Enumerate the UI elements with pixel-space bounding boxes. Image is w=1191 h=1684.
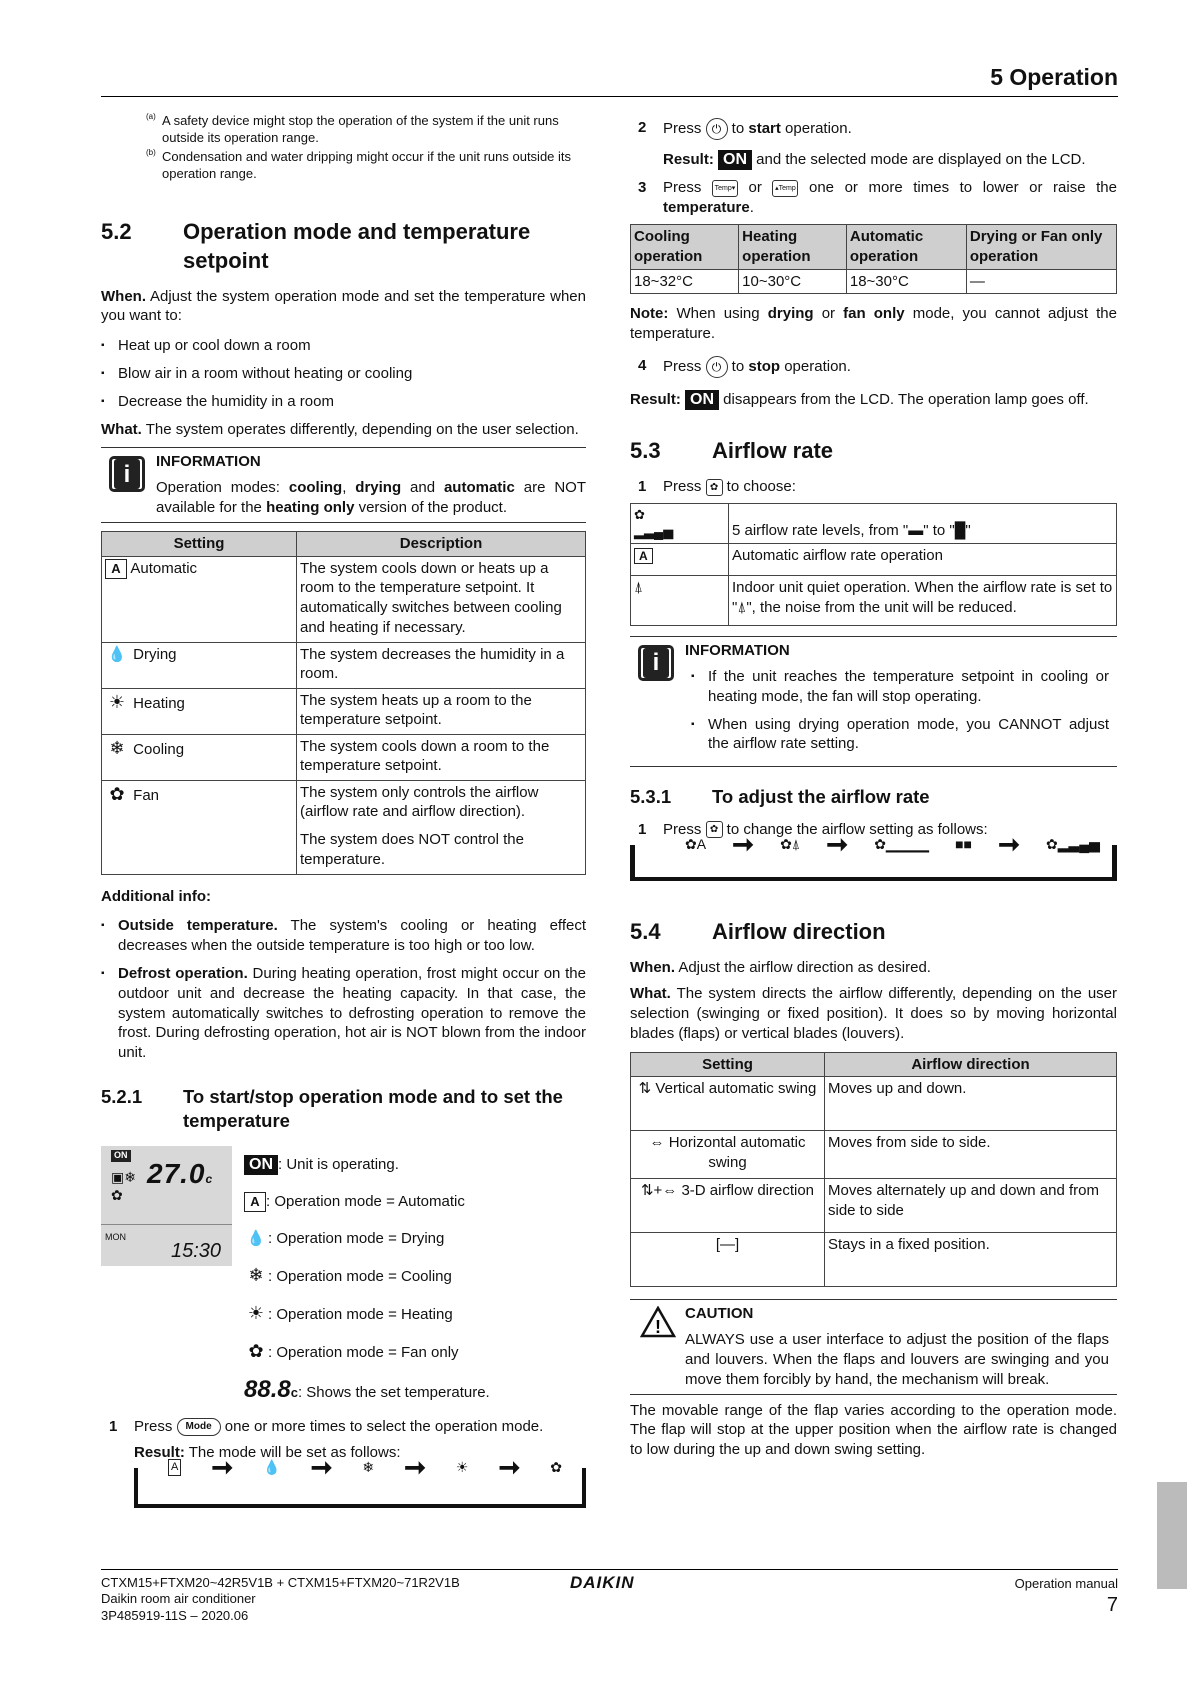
page-side-tab	[1157, 1482, 1187, 1589]
table-row: 18~32°C 10~30°C 18~30°C —	[631, 269, 1117, 294]
heating-icon: ☀	[455, 1459, 469, 1476]
table-row: ⇅+⇔ 3-D airflow direction Moves alternately up and down and from side to side	[631, 1179, 1117, 1233]
airflow-low-icon: ✿▁▁▁▁	[874, 836, 929, 853]
information-text: Operation modes: cooling, drying and automatic are NOT available for the heating only version of the product.	[156, 479, 586, 517]
when-list	[101, 336, 586, 411]
lcd-legend-block	[101, 1146, 586, 1411]
temperature-digits: 88.8	[244, 1375, 291, 1403]
page-number: 7	[1106, 1594, 1118, 1617]
column-header: Automatic operation	[846, 224, 966, 269]
section-5-3-1-heading: 5.3.1 To adjust the airflow rate	[630, 786, 930, 808]
operation-mode-table	[101, 531, 586, 875]
airflow-auto-icon: A	[631, 544, 729, 576]
result-mode: Result: The mode will be set as follows:	[134, 1443, 401, 1461]
quiet-icon: ⍋	[631, 576, 729, 626]
column-header: Drying or Fan only operation	[966, 224, 1116, 269]
table-row: ✿ ▂▃▄▅ 5 airflow rate levels, from "▬" to "█"	[631, 504, 1117, 544]
table-row: A Automatic The system cools down or heats up a room to the temperature setpoint. It automatically switches between cooling and heating if necessary.	[102, 556, 586, 642]
footnote-a: (a) A safety device might stop the operation of the system if the unit runs outside its operation range.	[146, 112, 559, 146]
temp-down-button-icon: Temp▾	[712, 180, 738, 197]
information-list	[691, 667, 1109, 754]
step-start: 2 Press ⏻ to start operation.	[630, 118, 1117, 140]
information-box	[630, 636, 1117, 767]
fan-button-icon: ✿	[706, 479, 723, 496]
right-column	[630, 118, 1117, 1466]
legend-item: ❄ : Operation mode = Cooling	[244, 1257, 490, 1295]
what-paragraph: What. The system operates differently, depending on the user selection.	[101, 420, 579, 438]
table-row: ❄ Cooling The system cools down a room to the temperature setpoint.	[102, 734, 586, 780]
caution-title: CAUTION	[685, 1305, 754, 1323]
column-header: Description	[297, 531, 586, 556]
column-header: Airflow direction	[825, 1052, 1117, 1077]
airflow-levels-icon: ✿ ▂▃▄▅	[631, 504, 729, 544]
on-badge: ON	[685, 390, 719, 410]
table-row: ⇅ Vertical automatic swing Moves up and down.	[631, 1077, 1117, 1131]
airflow-rate-table	[630, 503, 1117, 626]
caution-text: ALWAYS use a user interface to adjust the position of the flaps and louvers. When the flaps and louvers are swinging and you move them forcibly by hand, the mechanism will break.	[685, 1331, 1109, 1388]
step-select-mode: 1 Press Mode one or more times to select the operation mode.	[109, 1417, 544, 1435]
lcd-temperature: 27.0c	[147, 1157, 214, 1189]
3d-airflow-icon: ⇅+⇔	[640, 1182, 678, 1200]
airflow-dots: ■■	[955, 836, 972, 853]
list-item: ▪ If the unit reaches the temperature setpoint in cooling or heating mode, the fan will stop operating.	[691, 667, 1109, 707]
power-button-icon: ⏻	[706, 118, 728, 140]
section-5-3-heading: 5.3 Airflow rate	[630, 438, 834, 464]
automatic-icon: A	[105, 559, 127, 579]
section-header-title: 5 Operation	[990, 64, 1118, 90]
airflow-auto-icon: ✿A	[685, 836, 707, 853]
table-row: ☀ Heating The system heats up a room to the temperature setpoint.	[102, 688, 586, 734]
airflow-cycle-diagram: ✿A ➞ ✿⍋ ➞ ✿▁▁▁▁ ■■ ➞ ✿▂▃▄▅	[630, 845, 1117, 881]
header-rule	[101, 96, 1118, 97]
footer-doc-info: CTXM15+FTXM20~42R5V1B + CTXM15+FTXM20~71R2V1B Daikin room air conditioner 3P485919-11S – 2020.06	[101, 1575, 460, 1623]
information-box	[101, 447, 586, 522]
section-5-2-1-heading: 5.2.1 To start/stop operation mode and to set the temperature	[101, 1086, 563, 1132]
step-temperature: 3 Press Temp▾ or ▴Temp one or more times to lower or raise the temperature.	[638, 179, 1117, 217]
lcd-legend	[244, 1146, 490, 1411]
column-header: Cooling operation	[631, 224, 739, 269]
column-header: Setting	[102, 531, 297, 556]
caution-icon	[630, 1304, 685, 1389]
cooling-icon: ❄	[248, 1264, 264, 1285]
what-paragraph: What. The system directs the airflow differently, depending on the user selection (swinging or fixed position). It does so by moving horizontal blades (flaps) or vertical blades (louvers).	[630, 985, 1117, 1042]
heating-icon: ☀	[108, 691, 126, 712]
section-5-2-heading: 5.2 Operation mode and temperature setpoint	[101, 218, 531, 273]
legend-item: ON : Unit is operating.	[244, 1146, 490, 1183]
step-stop: 4 Press ⏻ to stop operation.	[630, 356, 1117, 378]
when-paragraph: When. Adjust the system operation mode and set the temperature when you want to:	[101, 287, 586, 325]
column-header: Heating operation	[739, 224, 847, 269]
additional-info-list	[101, 916, 586, 1063]
list-item: ▪ Decrease the humidity in a room	[101, 392, 586, 412]
drying-icon: 💧	[263, 1459, 281, 1476]
table-row: [—] Stays in a fixed position.	[631, 1233, 1117, 1287]
quiet-icon: ✿⍋	[780, 836, 801, 853]
airflow-high-icon: ✿▂▃▄▅	[1045, 836, 1100, 853]
legend-item: ✿ : Operation mode = Fan only	[244, 1333, 490, 1371]
fan-icon: ✿	[550, 1459, 562, 1476]
information-icon: i	[638, 645, 674, 681]
airflow-direction-table	[630, 1052, 1117, 1288]
legend-item: 88.8c: Shows the set temperature.	[244, 1375, 490, 1403]
automatic-icon: A	[168, 1459, 181, 1476]
closing-paragraph: The movable range of the flap varies according to the operation mode. The flap will stop at the upper position when the airflow rate is changed to low during the up and down swing setting.	[630, 1401, 1117, 1459]
table-row: ⍋ Indoor unit quiet operation. When the airflow rate is set to "⍋", the noise from the unit will be reduced.	[631, 576, 1117, 626]
fan-icon: ✿	[248, 1340, 264, 1361]
footnote-b: (b) Condensation and water dripping might occur if the unit runs outside its operation range.	[146, 148, 572, 182]
svg-text:!: !	[655, 1317, 661, 1338]
table-row: 💧 Drying The system decreases the humidity in a room.	[102, 642, 586, 688]
result-stop: Result: ON disappears from the LCD. The operation lamp goes off.	[630, 390, 1117, 410]
heating-icon: ☀	[247, 1302, 265, 1323]
vertical-swing-icon: ⇅	[638, 1080, 652, 1098]
table-row: ⇔ Horizontal automatic swing Moves from side to side.	[631, 1131, 1117, 1179]
caution-box	[630, 1299, 1117, 1394]
table-row: A Automatic airflow rate operation	[631, 544, 1117, 576]
daikin-logo: DAIKIN	[570, 1573, 635, 1592]
list-item: ▪ Heat up or cool down a room	[101, 336, 586, 356]
lcd-display-illustration: ON 27.0c ▣❄ ✿ MON 15:30	[101, 1146, 232, 1266]
information-title: INFORMATION	[685, 642, 790, 660]
information-icon: i	[109, 456, 145, 492]
mode-button-icon: Mode	[177, 1418, 221, 1436]
drying-icon: 💧	[246, 1229, 266, 1247]
additional-info-label: Additional info:	[101, 887, 211, 905]
list-item: ▪ Blow air in a room without heating or cooling	[101, 364, 586, 384]
footer-manual-info: Operation manual 7	[1015, 1575, 1118, 1619]
fan-icon: ✿	[109, 783, 125, 804]
temperature-range-table	[630, 224, 1117, 294]
left-column	[101, 112, 586, 1508]
legend-item: ☀ : Operation mode = Heating	[244, 1295, 490, 1333]
step-airflow-choose: 1 Press ✿ to choose:	[638, 478, 796, 496]
list-item: ▪ Defrost operation. During heating operation, frost might occur on the outdoor unit and decrease the heating capacity. In that case, the system automatically switches to defrosting operation to remove the frost. During defrosting operation, hot air is NOT blown from the indoor unit.	[101, 964, 586, 1063]
horizontal-swing-icon: ⇔	[649, 1134, 665, 1152]
table-row: ✿ Fan The system only controls the airflow (airflow rate and airflow direction). The system does NOT control the temperature.	[102, 780, 586, 874]
automatic-icon: A	[244, 1192, 266, 1212]
list-item: ▪ Outside temperature. The system's cooling or heating effect decreases when the outside temperature is too high or too low.	[101, 916, 586, 956]
power-button-icon: ⏻	[706, 356, 728, 378]
fan-button-icon: ✿	[706, 821, 723, 838]
step-airflow-adjust: 1 Press ✿ to change the airflow setting as follows:	[638, 820, 988, 838]
result-start: Result: ON and the selected mode are displayed on the LCD.	[630, 150, 1117, 170]
legend-item: 💧 : Operation mode = Drying	[244, 1220, 490, 1257]
section-5-4-heading: 5.4 Airflow direction	[630, 919, 886, 945]
information-title: INFORMATION	[156, 453, 261, 471]
on-badge: ON	[718, 150, 752, 170]
note-paragraph: Note: When using drying or fan only mode, you cannot adjust the temperature.	[630, 305, 1117, 343]
temp-up-button-icon: ▴Temp	[772, 180, 798, 197]
list-item: ▪ When using drying operation mode, you CANNOT adjust the airflow rate setting.	[691, 715, 1109, 755]
when-paragraph: When. Adjust the airflow direction as desired.	[630, 959, 931, 977]
on-badge: ON	[244, 1155, 278, 1175]
footer-rule	[101, 1569, 1118, 1570]
cooling-icon: ❄	[109, 737, 125, 758]
lcd-clock: 15:30	[171, 1239, 222, 1262]
drying-icon: 💧	[107, 645, 127, 663]
mode-cycle-diagram: A ➞ 💧 ➞ ❄ ➞ ☀ ➞ ✿	[134, 1468, 586, 1508]
cooling-icon: ❄	[362, 1459, 375, 1476]
legend-item: A : Operation mode = Automatic	[244, 1183, 490, 1220]
column-header: Setting	[631, 1052, 825, 1077]
